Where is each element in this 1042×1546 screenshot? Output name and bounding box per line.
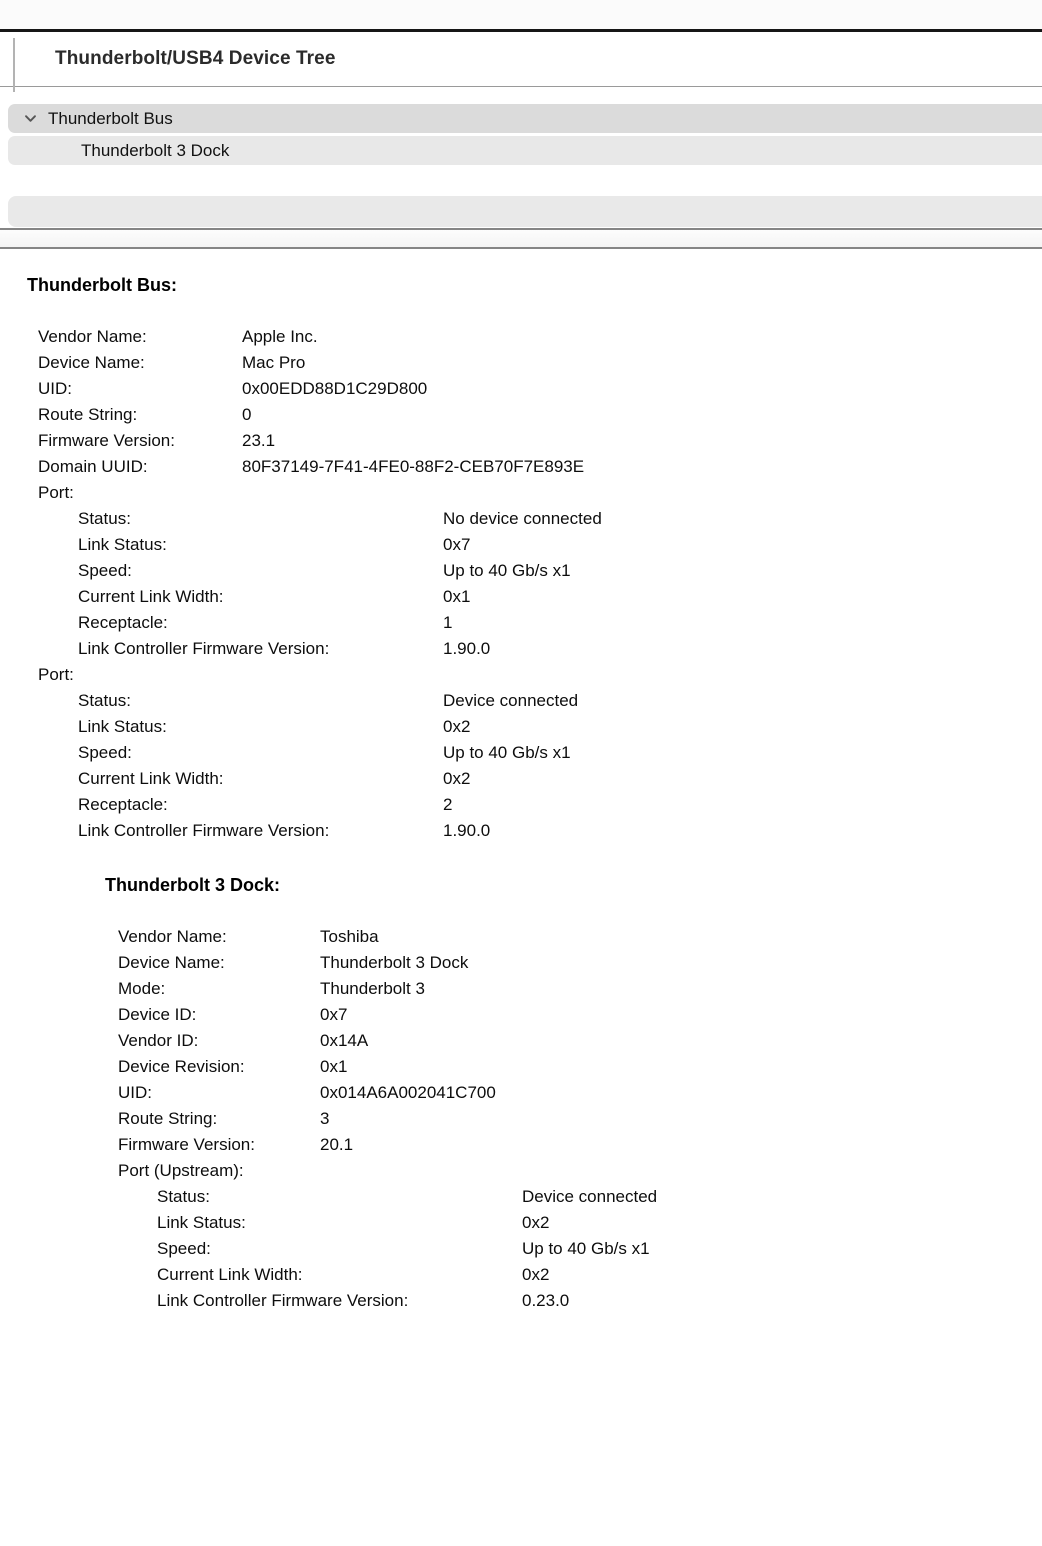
details-section-thunderbolt-3-dock: [0, 872, 1042, 1314]
detail-row: [0, 924, 1042, 950]
detail-row: [0, 1002, 1042, 1028]
page-title: Thunderbolt/USB4 Device Tree: [55, 48, 336, 69]
detail-label: Receptacle:: [78, 613, 168, 632]
detail-label: Receptacle:: [78, 795, 168, 814]
detail-row: [0, 1054, 1042, 1080]
detail-value: 0x1: [443, 587, 471, 606]
toolbar-bottom-strip: [0, 0, 1042, 32]
detail-label: UID:: [118, 1083, 152, 1102]
detail-label: Link Controller Firmware Version:: [78, 821, 330, 840]
detail-label: Device Name:: [118, 953, 225, 972]
detail-label: Link Status:: [157, 1213, 246, 1232]
tree-row-thunderbolt-3-dock[interactable]: [8, 136, 1042, 165]
details-section-thunderbolt-bus: [0, 272, 1042, 844]
detail-label: Link Status:: [78, 535, 167, 554]
detail-row: [0, 402, 1042, 428]
detail-value: Device connected: [443, 691, 579, 710]
detail-value: 23.1: [242, 431, 276, 450]
device-details-pane: [0, 249, 1042, 1314]
detail-value: Device connected: [522, 1187, 658, 1206]
detail-row: [0, 1184, 1042, 1210]
detail-label: Current Link Width:: [78, 587, 224, 606]
detail-label: Speed:: [78, 561, 132, 580]
detail-row: [0, 766, 1042, 792]
detail-value: 3: [320, 1109, 330, 1128]
detail-value: 0.23.0: [522, 1291, 570, 1310]
chevron-down-icon[interactable]: [22, 111, 38, 127]
detail-row: [0, 324, 1042, 350]
detail-label: Device ID:: [118, 1005, 197, 1024]
detail-row: [0, 584, 1042, 610]
detail-label: Link Controller Firmware Version:: [78, 639, 330, 658]
detail-label: Vendor Name:: [38, 327, 147, 346]
pane-splitter-handle[interactable]: [0, 228, 1042, 249]
detail-value: Mac Pro: [242, 353, 306, 372]
detail-label: Domain UUID:: [38, 457, 148, 476]
detail-label: Vendor Name:: [118, 927, 227, 946]
detail-row: [0, 1288, 1042, 1314]
detail-row: [0, 1236, 1042, 1262]
detail-row: [0, 350, 1042, 376]
detail-label: Current Link Width:: [78, 769, 224, 788]
detail-value: 0x2: [443, 717, 471, 736]
detail-group-row: [0, 662, 1042, 688]
detail-label: Firmware Version:: [118, 1135, 255, 1154]
detail-value: Up to 40 Gb/s x1: [443, 743, 571, 762]
detail-label: Device Revision:: [118, 1057, 245, 1076]
detail-label: Port (Upstream):: [118, 1161, 244, 1180]
detail-value: Thunderbolt 3: [320, 979, 425, 998]
detail-label: Status:: [78, 509, 131, 528]
detail-label: Vendor ID:: [118, 1031, 199, 1050]
device-tree-rows: [8, 104, 1042, 165]
detail-value: Up to 40 Gb/s x1: [522, 1239, 650, 1258]
detail-row: [0, 506, 1042, 532]
detail-label: Route String:: [38, 405, 138, 424]
detail-row: [0, 428, 1042, 454]
detail-row: [0, 1132, 1042, 1158]
detail-label: Status:: [157, 1187, 210, 1206]
detail-row: [0, 688, 1042, 714]
detail-label: Firmware Version:: [38, 431, 175, 450]
detail-value: 0x2: [443, 769, 471, 788]
detail-row: [0, 532, 1042, 558]
section-header: [0, 32, 1042, 87]
detail-label: Mode:: [118, 979, 166, 998]
detail-value: 0x7: [320, 1005, 348, 1024]
section-heading: Thunderbolt 3 Dock:: [105, 875, 280, 895]
detail-value: 1: [443, 613, 453, 632]
detail-value: 1.90.0: [443, 639, 491, 658]
detail-row: [0, 1262, 1042, 1288]
detail-value: 0x2: [522, 1213, 550, 1232]
tree-row-label: Thunderbolt 3 Dock: [81, 140, 230, 160]
detail-row: [0, 950, 1042, 976]
detail-label: Port:: [38, 483, 74, 502]
detail-label: Status:: [78, 691, 131, 710]
detail-label: Speed:: [78, 743, 132, 762]
detail-label: Speed:: [157, 1239, 211, 1258]
tree-row-thunderbolt-bus[interactable]: [8, 104, 1042, 133]
detail-row: [0, 976, 1042, 1002]
detail-value: 1.90.0: [443, 821, 491, 840]
detail-row: [0, 610, 1042, 636]
detail-value: No device connected: [443, 509, 602, 528]
detail-value: 0x00EDD88D1C29D800: [242, 379, 428, 398]
detail-row: [0, 1080, 1042, 1106]
detail-group-row: [0, 1158, 1042, 1184]
detail-value: 2: [443, 795, 453, 814]
detail-value: 0x7: [443, 535, 471, 554]
detail-value: Toshiba: [320, 927, 379, 946]
detail-value: 0x2: [522, 1265, 550, 1284]
detail-value: 20.1: [320, 1135, 354, 1154]
detail-value: 0x014A6A002041C700: [320, 1083, 496, 1102]
detail-row: [0, 714, 1042, 740]
detail-row: [0, 1106, 1042, 1132]
detail-row: [0, 376, 1042, 402]
detail-value: Up to 40 Gb/s x1: [443, 561, 571, 580]
detail-value: 0: [242, 405, 252, 424]
device-tree: [0, 87, 1042, 227]
section-heading: Thunderbolt Bus:: [27, 275, 177, 295]
detail-label: Device Name:: [38, 353, 145, 372]
detail-label: Link Controller Firmware Version:: [157, 1291, 409, 1310]
tree-row-label: Thunderbolt Bus: [48, 108, 173, 128]
detail-row: [0, 1028, 1042, 1054]
detail-row: [0, 454, 1042, 480]
detail-value: 0x14A: [320, 1031, 369, 1050]
detail-row: [0, 740, 1042, 766]
detail-row: [0, 792, 1042, 818]
detail-label: Route String:: [118, 1109, 218, 1128]
detail-label: Current Link Width:: [157, 1265, 303, 1284]
detail-value: 0x1: [320, 1057, 348, 1076]
detail-label: Link Status:: [78, 717, 167, 736]
detail-value: 80F37149-7F41-4FE0-88F2-CEB70F7E893E: [242, 457, 585, 476]
detail-label: Port:: [38, 665, 74, 684]
detail-row: [0, 818, 1042, 844]
detail-value: Thunderbolt 3 Dock: [320, 953, 469, 972]
detail-value: Apple Inc.: [242, 327, 318, 346]
empty-tree-row[interactable]: [8, 196, 1042, 227]
detail-row: [0, 1210, 1042, 1236]
detail-row: [0, 558, 1042, 584]
detail-row: [0, 636, 1042, 662]
detail-label: UID:: [38, 379, 72, 398]
pane-divider-line: [13, 38, 15, 92]
detail-group-row: [0, 480, 1042, 506]
